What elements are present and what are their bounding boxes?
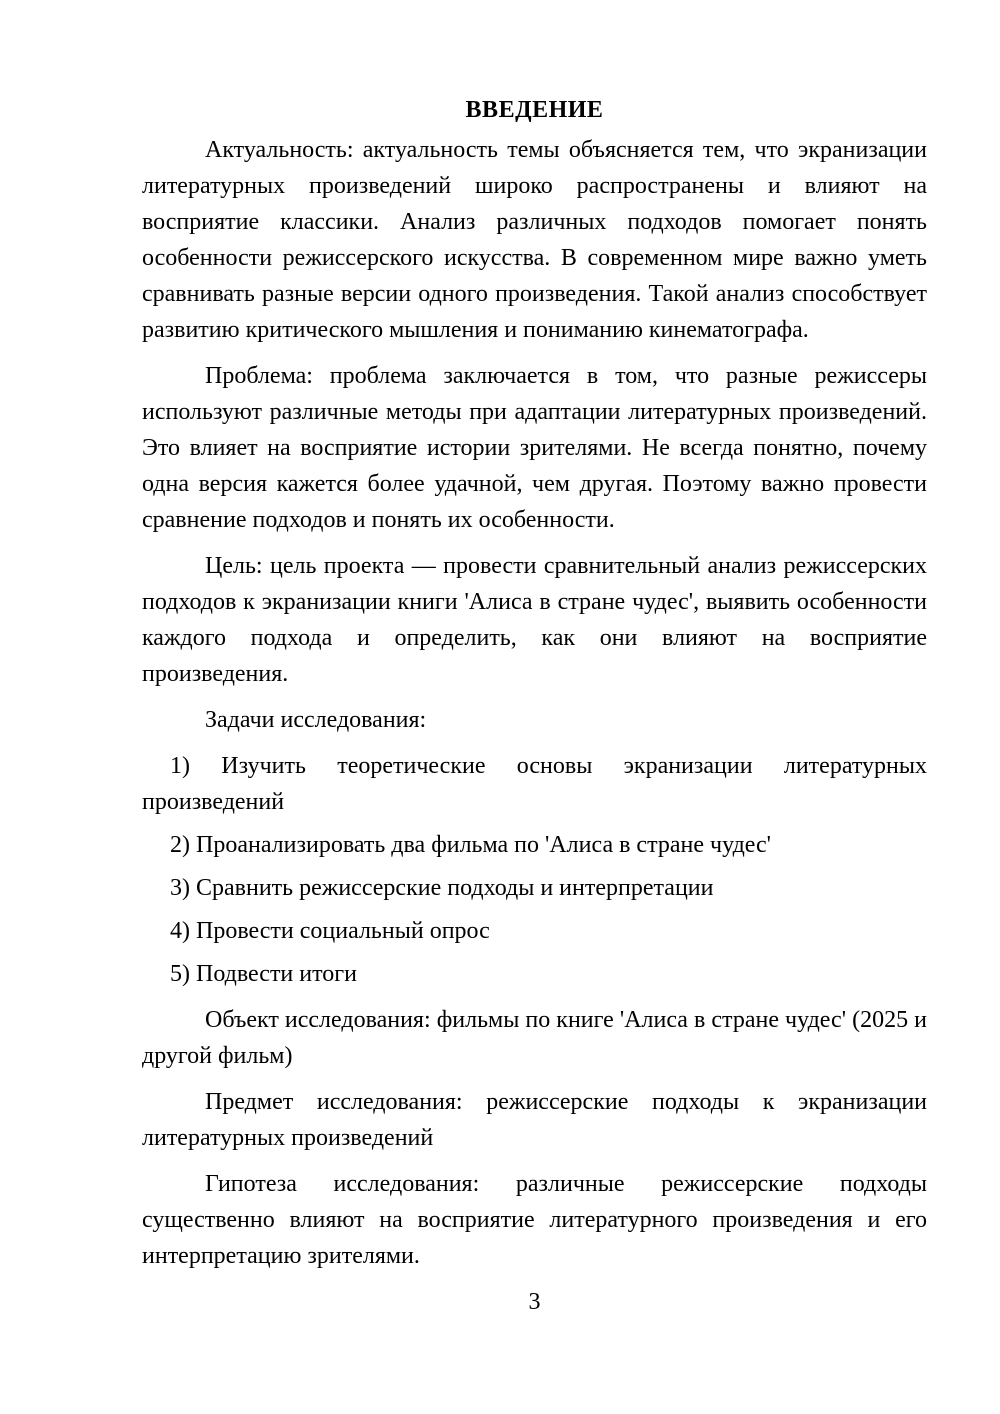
paragraph-hypothesis: Гипотеза исследования: различные режиссерские подходы существенно влияют на восприятие литературного произведения и его интерпретацию зрителями. — [142, 1171, 927, 1269]
page-number: 3 — [528, 1289, 541, 1315]
task-item-3: 3) Сравнить режиссерские подходы и интерпретации — [170, 875, 714, 901]
task-item-4: 4) Провести социальный опрос — [170, 918, 490, 944]
paragraph-goal: Цель: цель проекта — провести сравнительный анализ режиссерских подходов к экранизации книги 'Алиса в стране чудес', выявить особенности каждого подхода и определить, как они влияют на восприятие произведения. — [142, 553, 927, 687]
paragraph-actuality: Актуальность: актуальность темы объясняется тем, что экранизации литературных произведений широко распространены и влияют на восприятие классики. Анализ различных подходов помогает понять особенности режиссерского искусства. В современном мире важно уметь сравнивать разные версии одного произведения. Такой анализ способствует развитию критического мышления и пониманию кинематографа. — [142, 137, 927, 343]
section-title: ВВЕДЕНИЕ — [465, 97, 604, 123]
paragraph-object: Объект исследования: фильмы по книге 'Алиса в стране чудес' (2025 и другой фильм) — [142, 1007, 927, 1069]
paragraph-problem: Проблема: проблема заключается в том, что разные режиссеры используют различные методы при адаптации литературных произведений. Это влияет на восприятие истории зрителями. Не всегда понятно, почему одна версия кажется более удачной, чем другая. Поэтому важно провести сравнение подходов и понять их особенности. — [142, 363, 927, 533]
paragraph-subject: Предмет исследования: режиссерские подходы к экранизации литературных произведений — [142, 1089, 927, 1151]
task-item-2: 2) Проанализировать два фильма по 'Алиса в стране чудес' — [170, 832, 772, 858]
tasks-heading: Задачи исследования: — [205, 707, 427, 733]
task-item-1: 1) Изучить теоретические основы экранизации литературных произведений — [142, 753, 927, 815]
task-item-5: 5) Подвести итоги — [170, 961, 357, 987]
